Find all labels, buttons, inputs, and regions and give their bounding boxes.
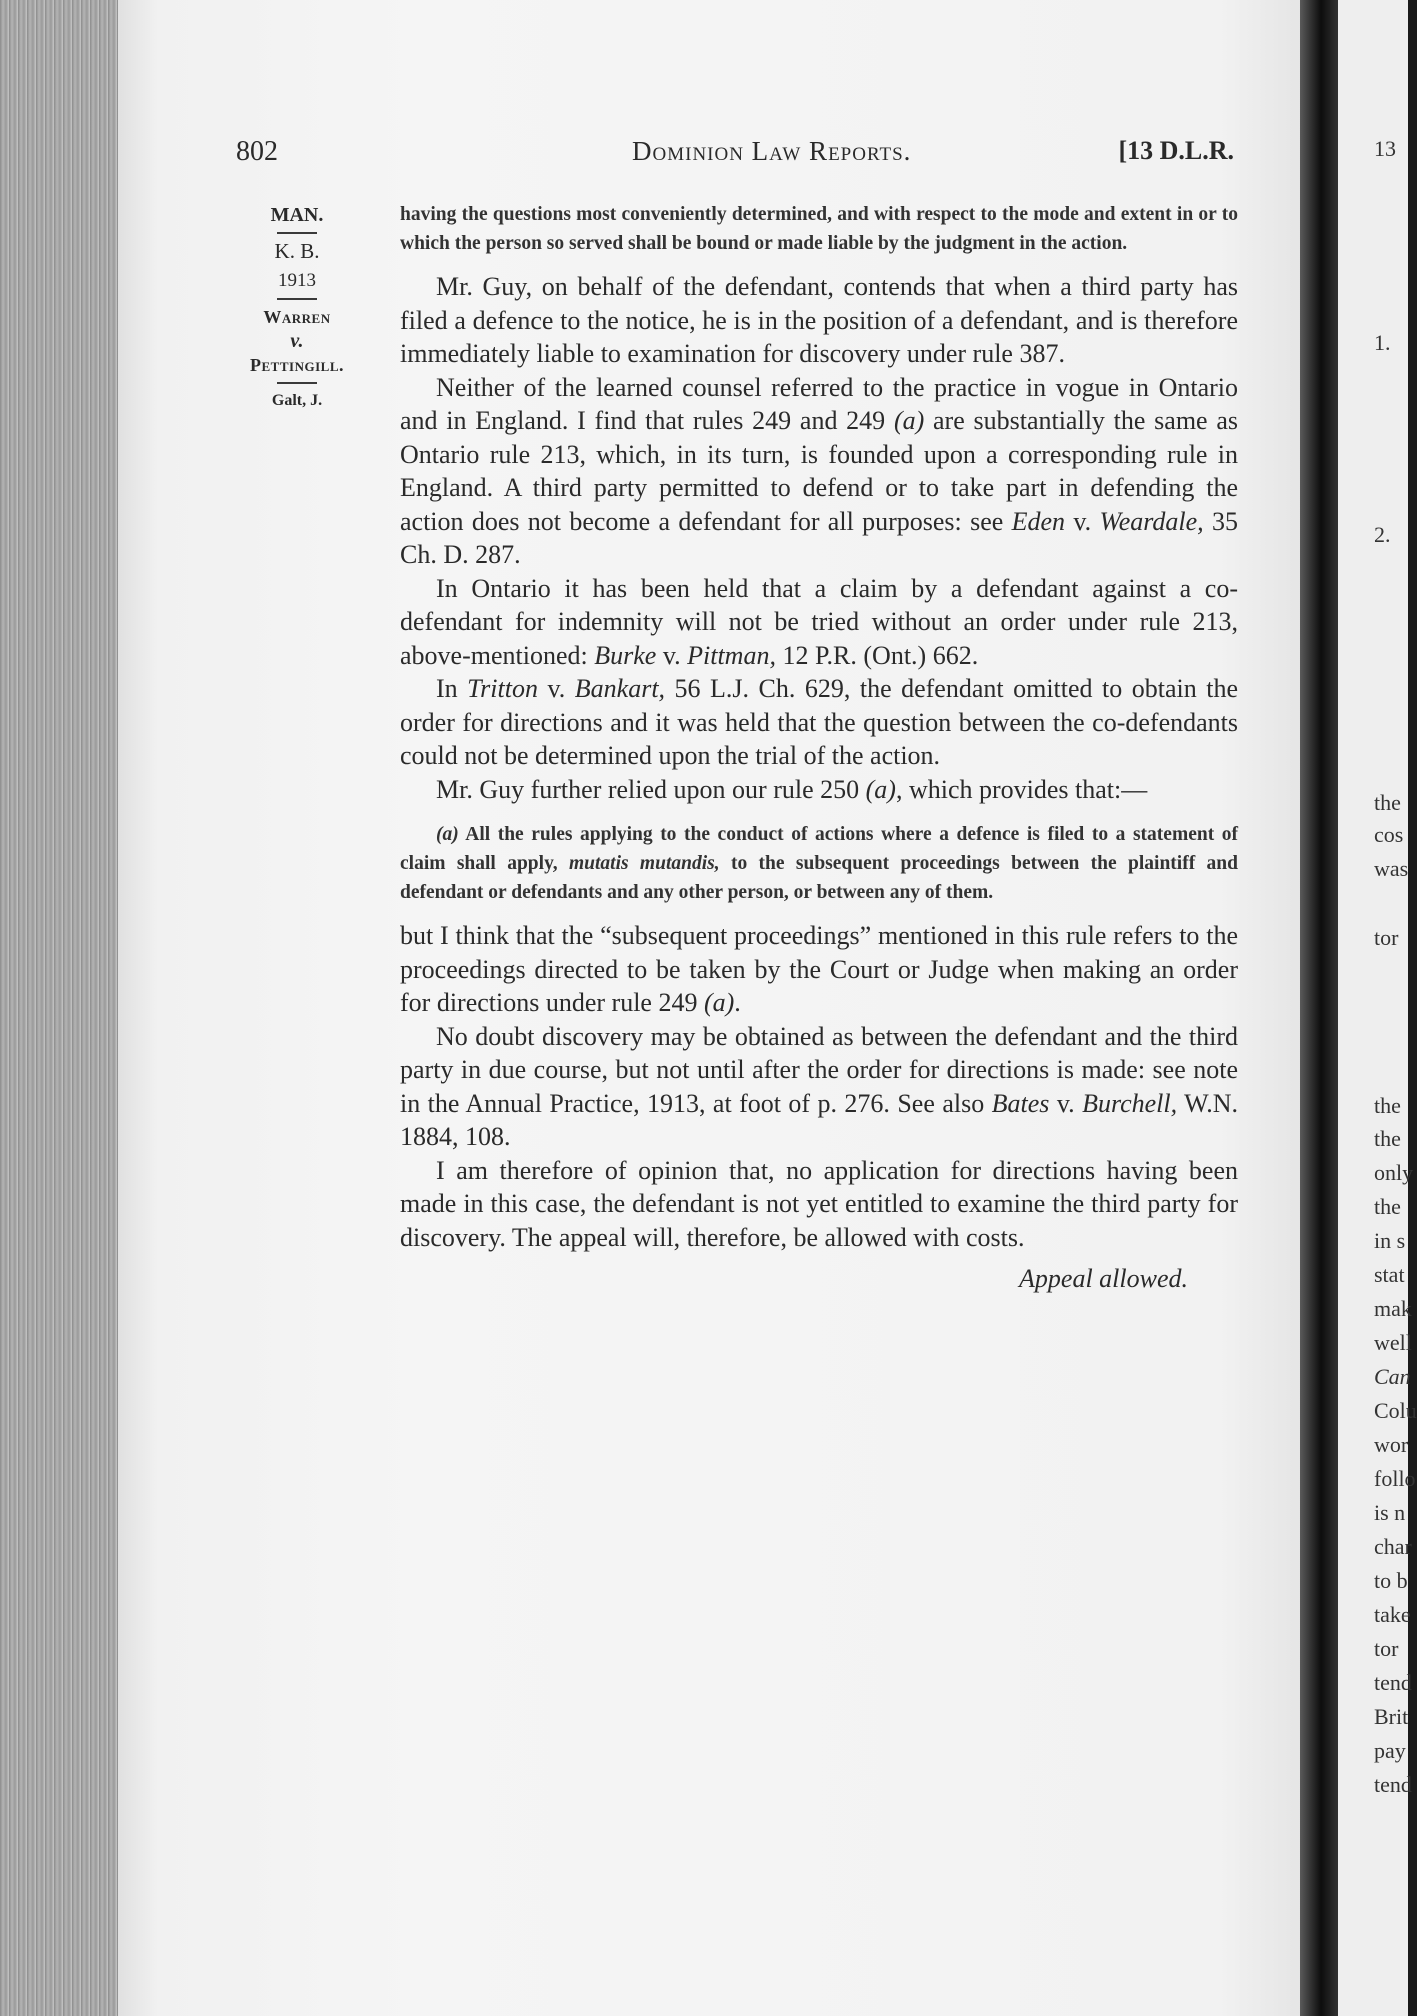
quoted-rule: (a) All the rules applying to the conduct of actions where a defence is filed to a statement of claim shall apply, mutatis mutandis, to the subsequent proceedings between the plaintiff and defendant or defendants and any other person, or between any of them. (400, 824, 1238, 903)
paragraph: In Ontario it has been held that a claim by a defendant against a co-defendant for indemnity will not be tried without an order under rule 213, above-mentioned: Burke v. Pittman, 12 P.R. (Ont.) 662. (400, 573, 1238, 670)
paragraph: but I think that the “subsequent proceedings” mentioned in this rule refers to the proceedings directed to be taken by the Court or Judge when making an order for directions under rule 249 (a). (400, 921, 1238, 1017)
facing-text: 13 (1374, 136, 1396, 161)
divider (277, 382, 317, 384)
judgment-body (400, 200, 1238, 1294)
paragraph: I am therefore of opinion that, no application for directions having been made in this case, the defendant is not yet entitled to examine the third party for discovery. The appeal will, therefore, be allowed with costs. (400, 1155, 1238, 1252)
case-name: Bankart, (574, 674, 666, 703)
facing-text: follo (1374, 1466, 1416, 1491)
facing-text: char (1374, 1534, 1412, 1559)
volume-reference: [13 D.L.R. (1118, 136, 1234, 165)
facing-text: was (1374, 856, 1409, 881)
case-name: Weardale, (1099, 506, 1204, 536)
case-margin-note (238, 200, 356, 416)
year-label: 1913 (278, 270, 316, 291)
facing-text: Brit (1374, 1704, 1409, 1729)
facing-text: tend (1374, 1772, 1412, 1797)
page-number: 802 (236, 136, 278, 167)
facing-text: tend (1374, 1670, 1412, 1695)
facing-page-fragment (1338, 0, 1417, 2016)
facing-text: is n (1374, 1500, 1406, 1525)
paragraph: Neither of the learned counsel referred to the practice in vogue in Ontario and in England. I find that rules 249 and 249 (a) are substantially the same as Ontario rule 213, which, in its turn, is founded upon a corresponding rule in England. A third party permitted to defend or to take part in defending the action does not become a defendant for all purposes: see Eden v. Weardale, 35 Ch. D. 287. (400, 372, 1238, 569)
facing-text: Colu (1374, 1398, 1417, 1423)
court-label: K. B. (274, 239, 320, 263)
paragraph: In Tritton v. Bankart, 56 L.J. Ch. 629, the defendant omitted to obtain the order for directions and it was held that the question between the co-defendants could not be determined upon the trial of the action. (400, 674, 1238, 770)
facing-text: the (1374, 790, 1401, 815)
facing-text: mak (1374, 1296, 1412, 1321)
party-plaintiff: Warren (263, 307, 331, 327)
case-name: Tritton (467, 674, 538, 703)
quoted-rule-continuation: having the questions most conveniently determined, and with respect to the mode and extent in or to which the person so served shall be bound or made liable by the judgment in the action. (400, 204, 1238, 254)
facing-text: the (1374, 1093, 1401, 1118)
paragraph: Mr. Guy further relied upon our rule 250 (a), which provides that:— (436, 774, 1148, 804)
facing-text: cos (1374, 822, 1404, 847)
facing-text: take (1374, 1602, 1411, 1627)
facing-text: wor (1374, 1432, 1409, 1457)
facing-text: Can (1374, 1364, 1411, 1389)
disposition: Appeal allowed. (1019, 1264, 1188, 1293)
divider (277, 298, 317, 300)
facing-text: the (1374, 1126, 1401, 1151)
judge-label: Galt, J. (271, 392, 323, 409)
book-gutter (1300, 0, 1342, 2016)
case-name: Burke (594, 640, 657, 670)
province-label: MAN. (270, 204, 324, 226)
facing-text: to b (1374, 1568, 1408, 1593)
versus-label: v. (290, 330, 304, 352)
case-name: Bates (991, 1088, 1050, 1118)
facing-text: well (1374, 1330, 1412, 1355)
case-name: Eden (1011, 506, 1066, 536)
facing-text: the (1374, 1194, 1401, 1219)
party-defendant: Pettingill. (250, 355, 344, 375)
facing-text: 2. (1374, 522, 1391, 547)
divider (277, 232, 317, 234)
facing-text: tor (1374, 1636, 1399, 1661)
facing-text: pay (1374, 1738, 1406, 1763)
facing-text: stat (1374, 1262, 1405, 1287)
facing-text: in s (1374, 1228, 1406, 1253)
case-name: Burchell, (1082, 1088, 1178, 1118)
facing-text: tor (1374, 925, 1399, 950)
paragraph: No doubt discovery may be obtained as between the defendant and the third party in due course, but not until after the order for directions is made: see note in the Annual Practice, 1913, at foot of p. 276. See also Bates v. Burchell, W.N. 1884, 108. (400, 1021, 1239, 1151)
paragraph: Mr. Guy, on behalf of the defendant, contends that when a third party has filed a defence to the notice, he is in the position of a defendant, and is therefore immediately liable to examination for discovery under rule 387. (400, 272, 1238, 368)
case-name: Pittman, (687, 640, 776, 670)
facing-text: only (1374, 1160, 1414, 1185)
running-header (236, 136, 1234, 176)
facing-text: 1. (1374, 330, 1391, 355)
running-title: Dominion Law Reports. (632, 136, 912, 166)
